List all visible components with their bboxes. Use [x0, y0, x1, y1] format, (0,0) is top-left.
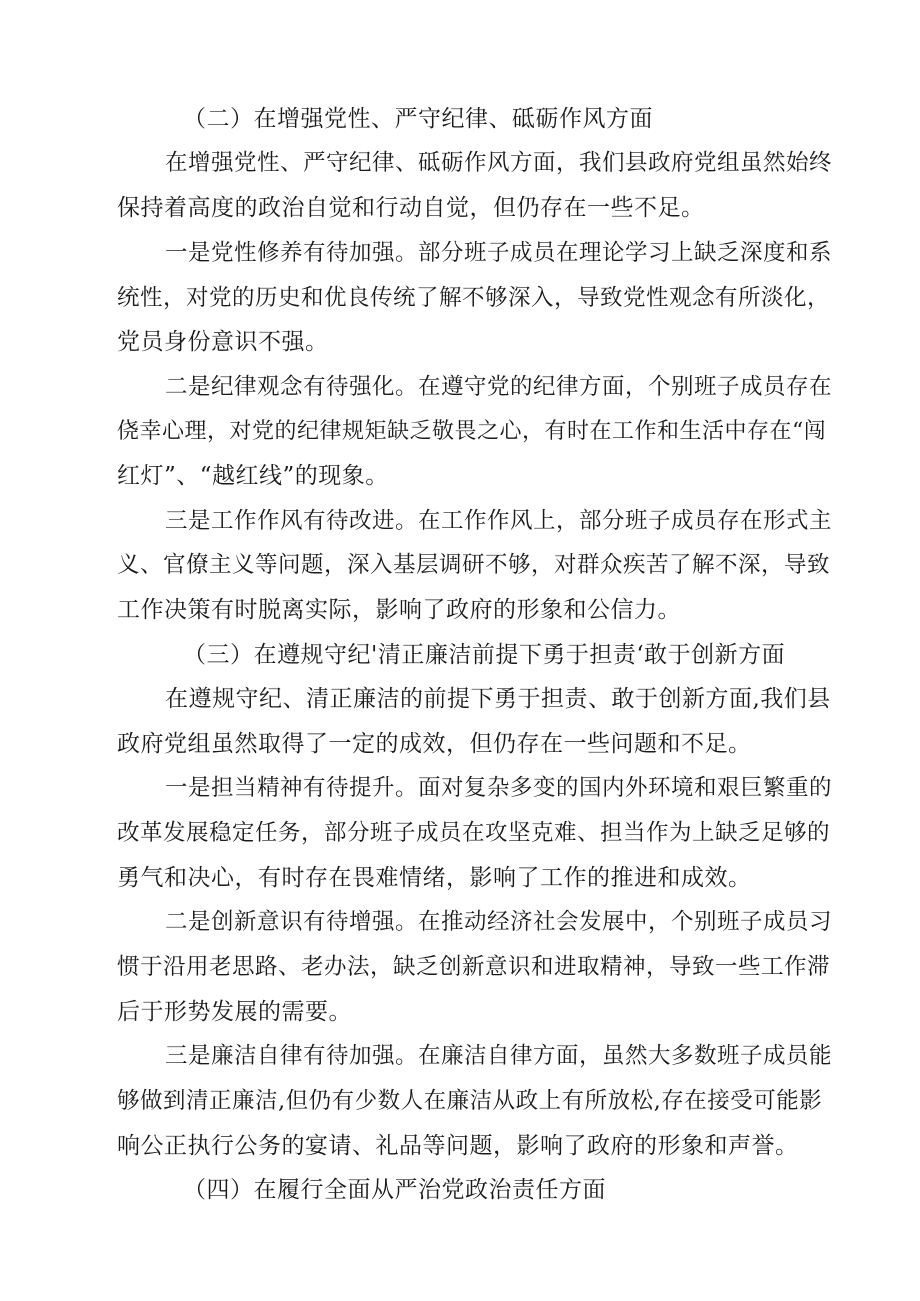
- paragraph-line: 二是纪律观念有待强化。在遵守党的纪律方面，个别班子成员存在: [165, 374, 833, 400]
- paragraph-line: 一是党性修养有待加强。部分班子成员在理论学习上缺乏深度和系: [165, 240, 833, 266]
- paragraph-line: 政府党组虽然取得了一定的成效，但仍存在一些问题和不足。: [117, 731, 752, 757]
- paragraph-line: 够做到清正廉洁,但仍有少数人在廉洁从政上有所放松,存在接受可能影: [117, 1088, 823, 1114]
- paragraph-line: 二是创新意识有待增强。在推动经济社会发展中，个别班子成员习: [165, 909, 833, 935]
- paragraph-line: 在遵规守纪、清正廉洁的前提下勇于担责、敢于创新方面,我们县: [165, 686, 831, 712]
- paragraph-line: 统性，对党的历史和优良传统了解不够深入，导致党性观念有所淡化，: [117, 285, 831, 311]
- paragraph-line: 一是担当精神有待提升。面对复杂多变的国内外环境和艰巨繁重的: [165, 775, 833, 801]
- paragraph-line: 在增强党性、严守纪律、砥砺作风方面，我们县政府党组虽然始终: [165, 150, 833, 176]
- section-heading-4: （四）在履行全面从严治党政治责任方面: [183, 1177, 606, 1203]
- paragraph-line: 侥幸心理，对党的纪律规矩缺乏敬畏之心，有时在工作和生活中存在“闯: [117, 419, 827, 444]
- paragraph-line: 响公正执行公务的宴请、礼品等问题，影响了政府的形象和声誉。: [117, 1133, 799, 1159]
- section-heading-3: （三）在遵规守纪'清正廉洁前提下勇于担责‘敢于创新方面: [183, 642, 786, 668]
- paragraph-line: 保持着高度的政治自觉和行动自觉，但仍存在一些不足。: [117, 195, 705, 221]
- paragraph-line: 红灯”、“越红线”的现象。: [117, 463, 389, 489]
- section-heading-2: （二）在增强党性、严守纪律、砥砺作风方面: [183, 106, 653, 132]
- paragraph-line: 勇气和决心，有时存在畏难情绪，影响了工作的推进和成效。: [117, 865, 752, 891]
- paragraph-line: 三是廉洁自律有待加强。在廉洁自律方面，虽然大多数班子成员能: [165, 1043, 833, 1069]
- paragraph-line: 后于形势发展的需要。: [117, 999, 352, 1025]
- paragraph-line: 义、官僚主义等问题，深入基层调研不够，对群众疾苦了解不深，导致: [117, 552, 831, 578]
- paragraph-line: 党员身份意识不强。: [117, 329, 329, 355]
- paragraph-line: 惯于沿用老思路、老办法，缺乏创新意识和进取精神，导致一些工作滞: [117, 954, 831, 980]
- paragraph-line: 三是工作作风有待改进。在工作作风上，部分班子成员存在形式主: [165, 508, 833, 534]
- paragraph-line: 工作决策有时脱离实际，影响了政府的形象和公信力。: [117, 597, 681, 623]
- paragraph-line: 改革发展稳定任务，部分班子成员在攻坚克难、担当作为上缺乏足够的: [117, 820, 831, 846]
